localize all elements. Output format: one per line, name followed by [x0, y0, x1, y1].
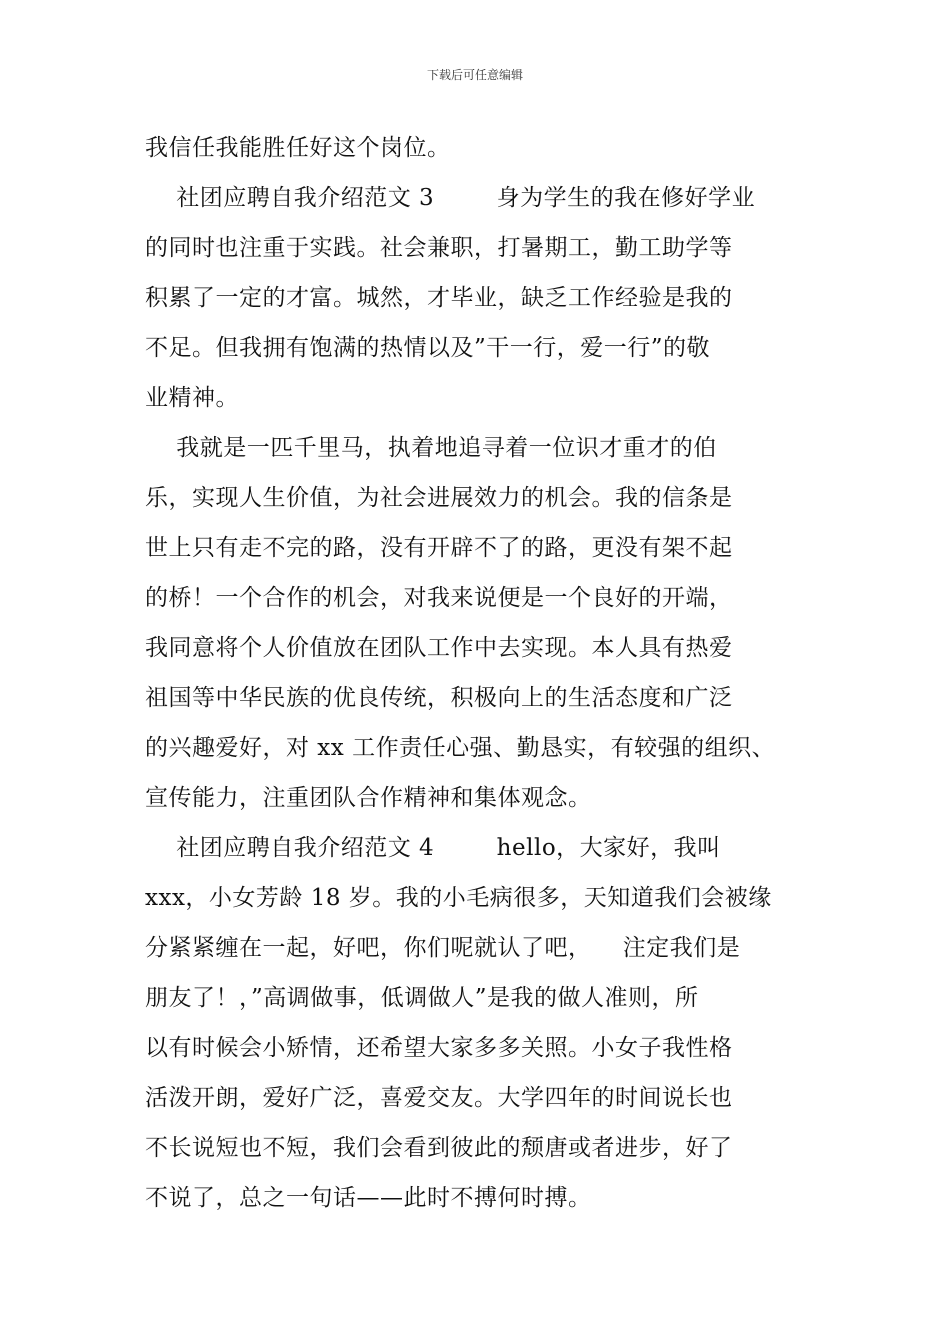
text-line: 我就是一匹千里马，执着地追寻着一位识才重才的伯: [145, 435, 717, 461]
text-line: 活泼开朗，爱好广泛，喜爱交友。大学四年的时间说长也: [145, 1085, 733, 1111]
text-line: 业精神。: [145, 385, 239, 411]
text-line: 不足。但我拥有饱满的热情以及”干一行，爱一行”的敬: [145, 335, 711, 361]
text-line: 的同时也注重于实践。社会兼职，打暑期工，勤工助学等: [145, 235, 733, 261]
text-line: 以有时候会小矫情，还希望大家多多关照。小女子我性格: [145, 1035, 733, 1061]
text-line: xxx，小女芳龄 18 岁。我的小毛病很多，天知道我们会被缘: [145, 885, 772, 911]
text-line: 积累了一定的才富。城然，才毕业，缺乏工作经验是我的: [145, 285, 733, 311]
text-line: 宣传能力，注重团队合作精神和集体观念。: [145, 785, 592, 811]
text-line: 社团应聘自我介绍范文 3 身为学生的我在修好学业: [145, 185, 756, 211]
text-line: 的兴趣爱好，对 xx 工作责任心强、勤恳实，有较强的组织、: [145, 735, 776, 761]
page-header: 下载后可任意编辑: [426, 68, 523, 82]
text-line: 社团应聘自我介绍范文 4 hello，大家好，我叫: [145, 835, 721, 861]
text-line: 不长说短也不短，我们会看到彼此的颓唐或者进步，好了: [145, 1135, 733, 1161]
text-line: 我同意将个人价值放在团队工作中去实现。本人具有热爱: [145, 635, 733, 661]
text-line: 朋友了！，”高调做事，低调做人”是我的做人准则，所: [145, 985, 699, 1011]
text-line: 世上只有走不完的路，没有开辟不了的路，更没有架不起: [145, 535, 733, 561]
text-line: 的桥！一个合作的机会，对我来说便是一个良好的开端，: [145, 585, 733, 611]
text-line: 分紧紧缠在一起，好吧，你们呢就认了吧， 注定我们是: [145, 935, 741, 961]
text-line: 我信任我能胜任好这个岗位。: [145, 135, 451, 161]
text-line: 乐，实现人生价值，为社会进展效力的机会。我的信条是: [145, 485, 733, 511]
text-line: 不说了，总之一句话——此时不搏何时搏。: [145, 1185, 592, 1211]
text-line: 祖国等中华民族的优良传统，积极向上的生活态度和广泛: [145, 685, 733, 711]
